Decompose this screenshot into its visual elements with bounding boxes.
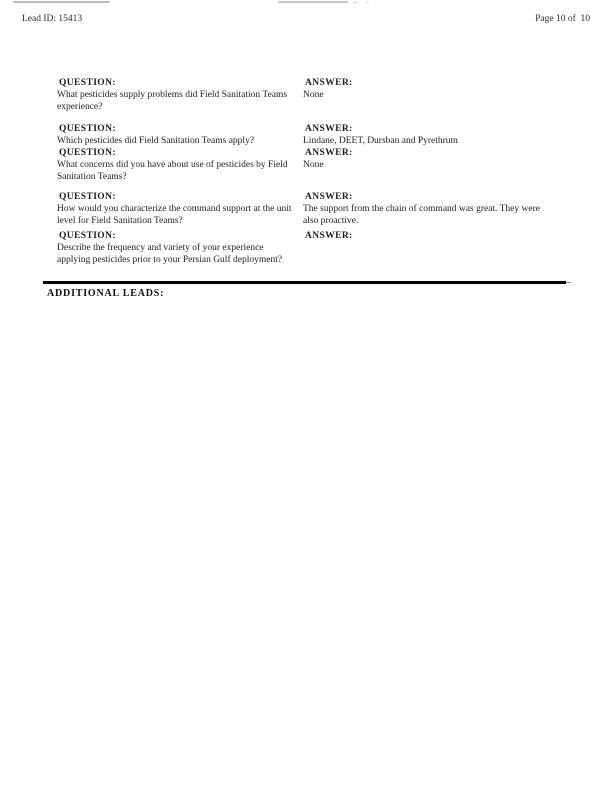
question-cell [57,77,303,113]
scan-artifact [278,1,348,3]
answer-text: Lindane, DEET, Dursban and Pyrethrum [303,136,458,146]
question-cell [57,123,303,147]
answer-cell [303,230,547,242]
question-label: QUESTION: [59,148,116,158]
additional-leads-heading: ADDITIONAL LEADS: [47,288,165,299]
question-text: What pesticides supply problems did Field Sanitation Teams experience? [57,90,288,112]
question-text: What concerns did you have about use of pesticides by Field Sanitation Teams? [57,160,288,182]
answer-text: None [303,90,324,100]
qa-row [57,77,577,113]
answer-text: None [303,160,324,170]
answer-cell [303,147,547,171]
question-text: Describe the frequency and variety of your experience applying pesticides prior to your Persian Gulf deployment? [57,243,283,265]
qa-row [57,230,577,266]
qa-row [57,191,577,227]
question-label: QUESTION: [59,192,116,202]
question-label: QUESTION: [59,231,116,241]
answer-label: ANSWER: [305,78,353,88]
question-text: Which pesticides did Field Sanitation Teams apply? [57,136,255,146]
page-number-label: Page 10 of 10 [535,14,590,24]
qa-section [57,77,577,266]
question-text: How would you characterize the command support at the unit level for Field Sanitation Teams? [57,204,292,226]
answer-label: ANSWER: [305,148,353,158]
question-label: QUESTION: [59,78,116,88]
qa-row [57,147,577,183]
section-divider-rule [43,281,566,284]
question-cell [57,191,303,227]
lead-id-label: Lead ID: 15413 [22,14,83,24]
answer-cell [303,123,547,147]
scan-artifact [13,1,110,3]
answer-label: ANSWER: [305,192,353,202]
question-label: QUESTION: [59,124,116,134]
answer-text: The support from the chain of command was great. They were also proactive. [303,204,540,226]
question-cell [57,230,303,266]
scan-artifact [366,2,369,3]
answer-label: ANSWER: [305,124,353,134]
page-header [22,13,590,25]
scan-artifact [353,2,357,3]
answer-cell [303,191,547,227]
qa-row [57,123,577,147]
question-cell [57,147,303,183]
answer-cell [303,77,547,101]
answer-label: ANSWER: [305,231,353,241]
